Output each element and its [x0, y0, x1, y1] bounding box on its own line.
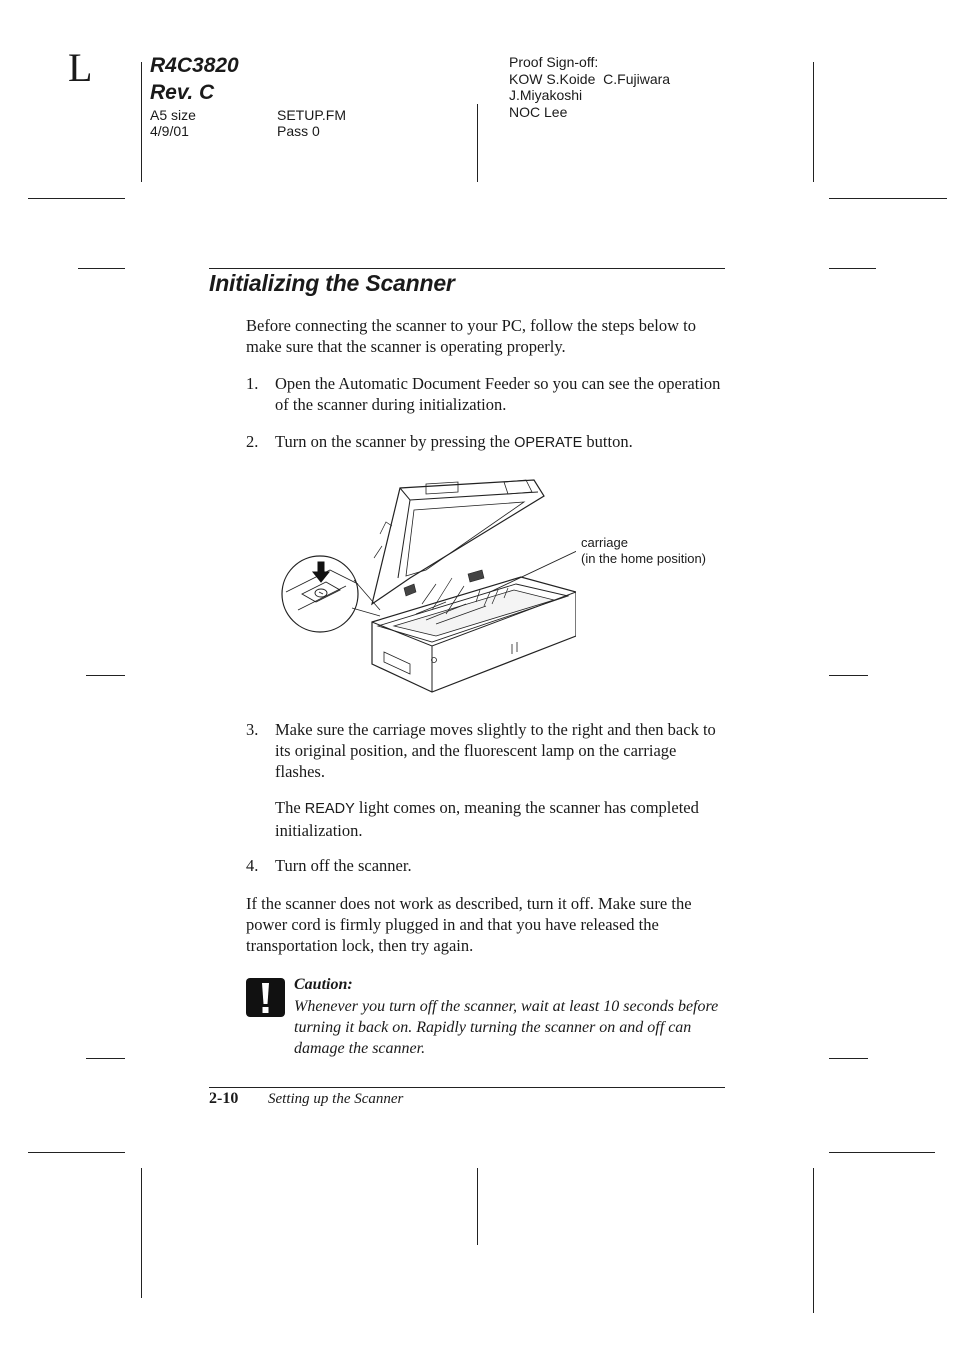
ready-light-label: READY [304, 801, 355, 817]
doc-id-line2: Rev. C [150, 81, 215, 104]
date-label: 4/9/01 [150, 123, 189, 139]
step-text: Turn off the scanner. [275, 856, 412, 875]
file-label: SETUP.FM [277, 107, 346, 123]
page-number: 2-10 [209, 1090, 239, 1107]
size-label: A5 size [150, 107, 196, 123]
step-number: 4. [246, 856, 259, 875]
step-text: Make sure the carriage moves slightly to the right and then back to its original position, and the fluorescent lamp on the carriage flashes. [275, 720, 716, 781]
caution-body: Whenever you turn off the scanner, wait at least 10 seconds before turning it back on. Rapidly turning the scanner on and off can damage the scanner. [294, 998, 719, 1057]
crop-mark [86, 1058, 125, 1059]
troubleshoot-paragraph: If the scanner does not work as described, turn it off. Make sure the power cord is firmly plugged in and that you have released the transportation lock, then try again. [246, 894, 692, 955]
section-rule [209, 268, 725, 269]
callout-line: carriage [581, 535, 628, 550]
exclamation-icon [246, 978, 285, 1017]
proof-line: Proof Sign-off: [509, 54, 599, 70]
crop-mark [829, 268, 876, 269]
note-text-part: The [275, 798, 305, 817]
proof-line: NOC Lee [509, 103, 568, 120]
note-text-part: light comes on, meaning the scanner has completed initialization. [275, 798, 699, 840]
crop-mark [78, 268, 125, 269]
crop-mark [829, 1152, 935, 1153]
crop-mark [829, 1058, 868, 1059]
crop-mark [829, 675, 868, 676]
crop-mark [813, 1168, 814, 1313]
crop-mark [813, 62, 814, 182]
step-text-part: Turn on the scanner by pressing the [275, 432, 515, 451]
doc-id-line1: R4C3820 [150, 54, 239, 77]
step-text-part: button. [582, 432, 633, 451]
crop-mark [141, 62, 142, 182]
step-text: Open the Automatic Document Feeder so you can see the operation of the scanner during initialization. [275, 374, 721, 414]
crop-mark [477, 1168, 478, 1245]
carriage-callout [581, 535, 706, 567]
caution-title: Caution: [294, 976, 353, 993]
crop-mark [28, 198, 125, 199]
chapter-title: Setting up the Scanner [268, 1091, 404, 1107]
proof-line: KOW S.Koide C.Fujiwara [509, 70, 671, 87]
step-number: 3. [246, 720, 259, 739]
proof-signoff [509, 54, 670, 120]
footer-rule [209, 1087, 725, 1088]
crop-mark [477, 104, 478, 182]
step-number: 1. [246, 374, 259, 393]
scanner-illustration [276, 474, 576, 696]
section-title: Initializing the Scanner [209, 270, 455, 296]
intro-paragraph: Before connecting the scanner to your PC, follow the steps below to make sure that the scanner is operating properly. [246, 316, 696, 356]
operate-button-label: OPERATE [514, 435, 583, 451]
crop-mark [28, 1152, 125, 1153]
crop-mark [86, 675, 125, 676]
pass-label: Pass 0 [277, 123, 320, 139]
doc-id [150, 52, 239, 106]
crop-mark [141, 1168, 142, 1298]
step-number: 2. [246, 432, 259, 451]
callout-line: (in the home position) [581, 551, 707, 566]
crop-mark [829, 198, 947, 199]
step-3-note [275, 797, 726, 841]
proof-line: J.Miyakoshi [509, 87, 583, 103]
corner-mark: L [68, 45, 93, 90]
step-text [275, 431, 726, 454]
